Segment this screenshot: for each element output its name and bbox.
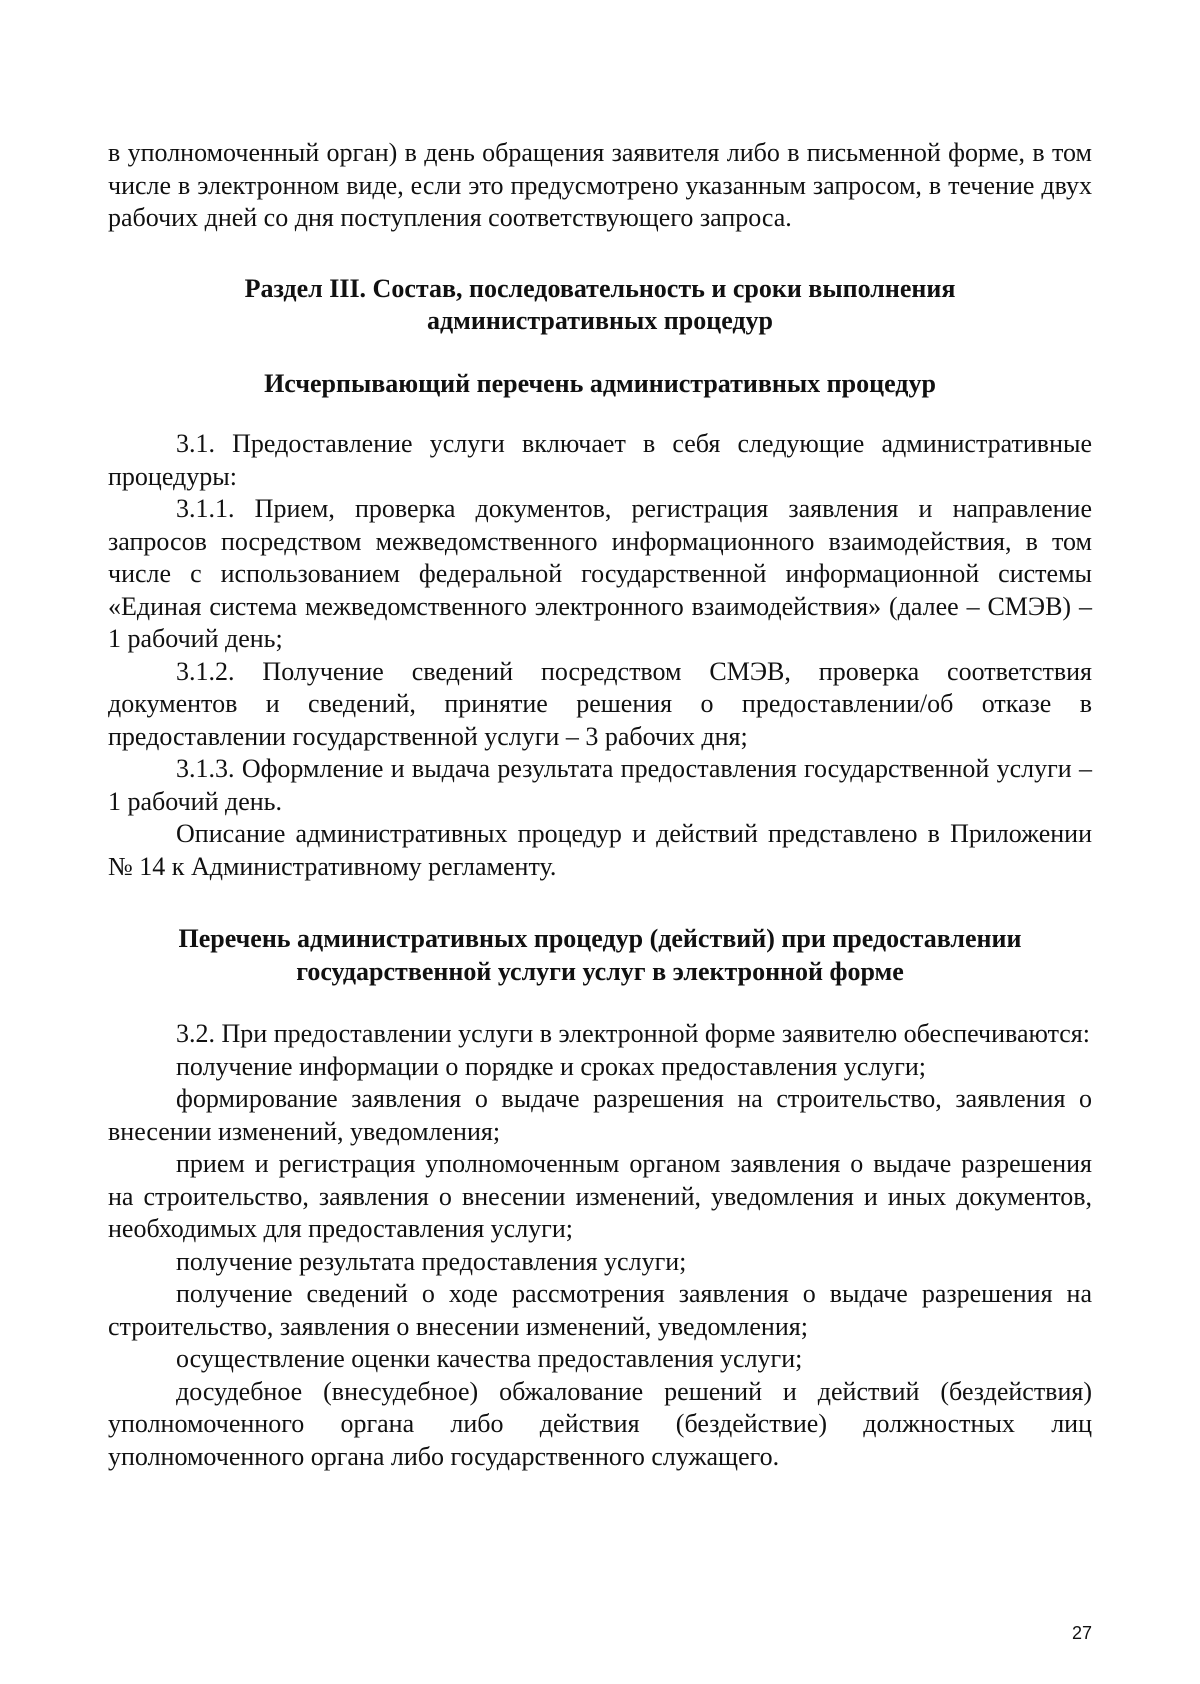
paragraph-3-2: 3.2. При предоставлении услуги в электронной форме заявителю обеспечиваются: [176,1019,1090,1048]
intro-paragraph: в уполномоченный орган) в день обращения заявителя либо в письменной форме, в том числе в электронном виде, если это предусмотрено указанным запросом, в течение двух рабочих дней со дня поступления соответствующего запроса. [108,138,1092,232]
section-3-heading [108,273,1092,338]
list-item: получение результата предоставления услуги; [176,1246,687,1276]
section-3-heading-line1: Раздел III. Состав, последовательность и сроки выполнения [244,273,956,303]
document-page [108,137,1092,1473]
description-paragraph: Описание административных процедур и действий представлено в Приложении № 14 к Административному регламенту. [108,819,1092,881]
paragraph-3-1: 3.1. Предоставление услуги включает в себя следующие административные процедуры: [108,429,1092,491]
list-item: получение сведений о ходе рассмотрения заявления о выдаче разрешения на строительство, заявления о внесении изменений, уведомления; [108,1279,1092,1341]
list-item: досудебное (внесудебное) обжалование решений и действий (бездействия) уполномоченного органа либо действия (бездействие) должностных лиц уполномоченного органа либо государственного служащего. [108,1376,1092,1471]
paragraph-3-1-1: 3.1.1. Прием, проверка документов, регистрация заявления и направление запросов посредством межведомственного информационного взаимодействия, в том числе с использованием федеральной государственной информационной системы «Единая система межведомственного электронного взаимодействия» (далее – СМЭВ) – 1 рабочий день; [108,494,1092,653]
electronic-procedures-heading [108,923,1092,988]
list-item: осуществление оценки качества предоставления услуги; [176,1344,803,1373]
list-item: получение информации о порядке и сроках предоставления услуги; [176,1051,927,1081]
list-item: формирование заявления о выдаче разрешения на строительство, заявления о внесении изменений, уведомления; [108,1084,1092,1146]
page-number: 27 [1072,1623,1093,1643]
electronic-heading-line1: Перечень административных процедур (действий) при предоставлении [178,924,1022,953]
electronic-heading-line2: государственной услуги услуг в электронной форме [296,956,904,986]
exhaustive-list-heading: Исчерпывающий перечень административных процедур [264,368,936,398]
list-item: прием и регистрация уполномоченным органом заявления о выдаче разрешения на строительство, заявления о внесении изменений, уведомления и иных документов, необходимых для предоставления услуги; [108,1149,1092,1243]
section-3-heading-line2: административных процедур [426,306,774,335]
paragraph-3-1-2: 3.1.2. Получение сведений посредством СМЭВ, проверка соответствия документов и сведений, принятие решения о предоставлении/об отказе в предоставлении государственной услуги – 3 рабочих дня; [108,656,1092,751]
paragraph-3-1-3: 3.1.3. Оформление и выдача результата предоставления государственной услуги – 1 рабочий день. [108,754,1092,816]
